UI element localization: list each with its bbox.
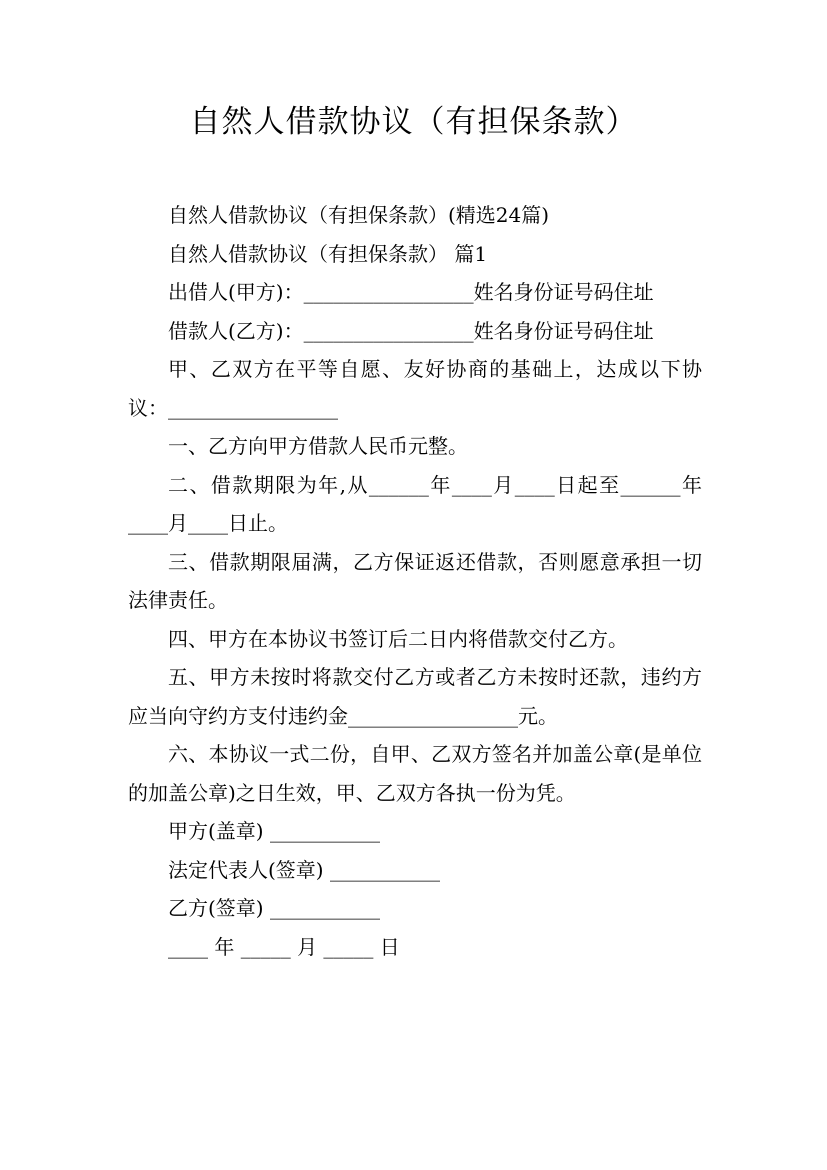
document-title: 自然人借款协议（有担保条款） xyxy=(189,104,638,140)
signature-date: ____ 年 _____ 月 _____ 日 xyxy=(168,934,400,959)
clause-6: 六、本协议一式二份，自甲、乙双方签名并加盖公章(是单位的加盖公章)之日生效，甲、乙双方各执一份为凭。 xyxy=(128,742,702,805)
clause-1: 一、乙方向甲方借款人民币元整。 xyxy=(168,434,468,458)
clause-2: 二、借款期限为年,从______年____月____日起至______年____月____日止。 xyxy=(128,472,702,535)
document-body xyxy=(128,196,702,966)
clause-4: 四、甲方在本协议书签订后二日内将借款交付乙方。 xyxy=(168,626,628,651)
signature-party-b: 乙方(签章) ___________ xyxy=(168,896,380,920)
clause-3: 三、借款期限届满，乙方保证返还借款，否则愿意承担一切法律责任。 xyxy=(128,549,702,612)
paragraph-article-heading: 自然人借款协议（有担保条款） 篇1 xyxy=(168,241,488,266)
paragraph-agreement-intro: 甲、乙双方在平等自愿、友好协商的基础上，达成以下协议：_________________ xyxy=(128,357,702,420)
signature-legal-rep: 法定代表人(签章) ___________ xyxy=(168,857,440,882)
paragraph-collection-title: 自然人借款协议（有担保条款）(精选24篇) xyxy=(168,203,550,227)
paragraph-borrower: 借款人(乙方)：_________________姓名身份证号码住址 xyxy=(168,318,654,343)
paragraph-lender: 出借人(甲方)：_________________姓名身份证号码住址 xyxy=(168,280,654,304)
signature-party-a: 甲方(盖章) ___________ xyxy=(168,819,380,843)
clause-5: 五、甲方未按时将款交付乙方或者乙方未按时还款，违约方应当向守约方支付违约金_________________元。 xyxy=(128,665,702,728)
